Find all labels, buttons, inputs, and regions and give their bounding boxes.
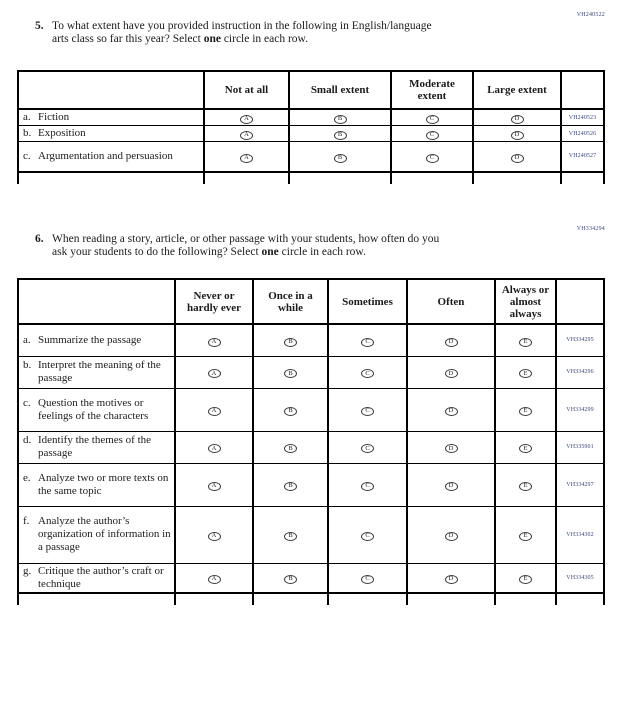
answer-cell — [253, 324, 328, 356]
answer-circle-c[interactable]: C — [426, 115, 439, 124]
row-letter: g. — [23, 564, 32, 577]
answer-cell — [407, 506, 495, 563]
row-label — [18, 142, 204, 172]
border-stub — [473, 172, 561, 184]
row-code: VH334296 — [556, 356, 604, 388]
answer-circle-e[interactable]: E — [519, 532, 532, 541]
header-blank-cell — [18, 279, 175, 324]
row-letter: a. — [23, 333, 31, 346]
answer-cell — [391, 126, 473, 142]
row-letter: c. — [23, 149, 31, 162]
answer-cell — [253, 388, 328, 431]
answer-circle-d[interactable]: D — [511, 131, 524, 140]
answer-circle-a[interactable]: A — [208, 407, 221, 416]
answer-circle-e[interactable]: E — [519, 369, 532, 378]
answer-circle-c[interactable]: C — [426, 154, 439, 163]
answer-circle-a[interactable]: A — [208, 575, 221, 584]
answer-cell — [175, 431, 253, 463]
border-stub — [204, 172, 289, 184]
answer-cell — [407, 563, 495, 593]
row-label — [18, 109, 204, 126]
table-row — [18, 324, 604, 356]
row-letter: c. — [23, 396, 31, 409]
answer-cell — [391, 142, 473, 172]
answer-cell — [328, 563, 407, 593]
row-label-text: Critique the author’s craft or technique — [38, 564, 164, 590]
answer-cell — [253, 356, 328, 388]
question-6-line1: When reading a story, article, or other passage with your students, how often do you — [52, 233, 440, 245]
question-6-code: VH334294 — [576, 226, 605, 232]
answer-cell — [407, 463, 495, 506]
answer-circle-c[interactable]: C — [361, 338, 374, 347]
answer-cell — [175, 388, 253, 431]
answer-cell — [204, 142, 289, 172]
row-label-text: Identify the themes of the passage — [38, 434, 152, 459]
answer-cell — [495, 356, 556, 388]
column-header: Once in a while — [253, 279, 328, 324]
border-stub — [18, 593, 175, 605]
row-letter: a. — [23, 111, 31, 123]
answer-cell — [253, 563, 328, 593]
row-code: VH334299 — [556, 388, 604, 431]
answer-cell — [289, 142, 391, 172]
question-5-line2-end: circle in each row. — [220, 33, 308, 45]
answer-circle-b[interactable]: B — [284, 338, 297, 347]
column-header: Small extent — [289, 71, 391, 109]
row-label-text: Fiction — [38, 111, 70, 123]
question-6-line2-end: circle in each row. — [278, 246, 366, 258]
border-stub — [391, 172, 473, 184]
question-6-text — [35, 233, 597, 259]
table-row — [18, 109, 604, 126]
answer-circle-b[interactable]: B — [334, 154, 347, 163]
row-letter: d. — [23, 434, 32, 446]
question-6-bold-word: one — [261, 246, 279, 258]
answer-circle-a[interactable]: A — [240, 115, 253, 124]
answer-cell — [391, 109, 473, 126]
answer-circle-b[interactable]: B — [284, 532, 297, 541]
answer-cell — [473, 142, 561, 172]
table-row — [18, 142, 604, 172]
row-code: VH334302 — [556, 506, 604, 563]
question-5-table — [17, 70, 605, 184]
answer-circle-d[interactable]: D — [445, 407, 458, 416]
answer-circle-e[interactable]: E — [519, 338, 532, 347]
row-letter: b. — [23, 359, 32, 371]
answer-circle-e[interactable]: E — [519, 407, 532, 416]
table-row — [18, 126, 604, 142]
answer-circle-b[interactable]: B — [334, 115, 347, 124]
column-header: Always or almost always — [495, 279, 556, 324]
answer-cell — [175, 506, 253, 563]
answer-circle-d[interactable]: D — [445, 482, 458, 491]
answer-circle-d[interactable]: D — [511, 115, 524, 124]
answer-cell — [175, 356, 253, 388]
answer-cell — [328, 324, 407, 356]
row-label-text: Analyze the author’s organization of information in a passage — [38, 515, 171, 553]
answer-circle-a[interactable]: A — [208, 338, 221, 347]
answer-cell — [253, 463, 328, 506]
answer-cell — [328, 388, 407, 431]
answer-cell — [204, 126, 289, 142]
answer-circle-b[interactable]: B — [334, 131, 347, 140]
answer-circle-b[interactable]: B — [284, 444, 297, 453]
row-letter: b. — [23, 127, 32, 139]
answer-cell — [473, 126, 561, 142]
row-label-text: Analyze two or more texts on the same topic — [38, 471, 169, 497]
column-header: Never or hardly ever — [175, 279, 253, 324]
table-bottom-stubs — [18, 593, 604, 605]
answer-circle-c[interactable]: C — [361, 444, 374, 453]
header-blank-cell — [18, 71, 204, 109]
border-stub — [556, 593, 604, 605]
answer-cell — [495, 324, 556, 356]
border-stub — [407, 593, 495, 605]
answer-cell — [495, 506, 556, 563]
question-5-number: 5. — [35, 20, 44, 32]
table-row — [18, 563, 604, 593]
answer-circle-e[interactable]: E — [519, 444, 532, 453]
table-row — [18, 506, 604, 563]
answer-cell — [407, 356, 495, 388]
header-code-cell — [561, 71, 604, 109]
answer-cell — [473, 109, 561, 126]
row-label — [18, 324, 175, 356]
row-code: VH334297 — [556, 463, 604, 506]
row-code: VH240526 — [561, 126, 604, 142]
answer-circle-d[interactable]: D — [511, 154, 524, 163]
answer-cell — [495, 463, 556, 506]
row-letter: f. — [23, 515, 30, 527]
answer-cell — [407, 431, 495, 463]
answer-circle-a[interactable]: A — [240, 154, 253, 163]
answer-circle-e[interactable]: E — [519, 482, 532, 491]
answer-cell — [175, 324, 253, 356]
column-header: Often — [407, 279, 495, 324]
answer-cell — [495, 563, 556, 593]
border-stub — [289, 172, 391, 184]
answer-cell — [289, 109, 391, 126]
question-5-line2: arts class so far this year? Select — [52, 33, 204, 45]
answer-cell — [204, 109, 289, 126]
answer-circle-c[interactable]: C — [426, 131, 439, 140]
answer-circle-d[interactable]: D — [445, 369, 458, 378]
answer-circle-d[interactable]: D — [445, 444, 458, 453]
border-stub — [495, 593, 556, 605]
row-label-text: Argumentation and persuasion — [38, 149, 173, 162]
answer-circle-c[interactable]: C — [361, 482, 374, 491]
answer-circle-e[interactable]: E — [519, 575, 532, 584]
answer-circle-b[interactable]: B — [284, 369, 297, 378]
answer-cell — [328, 356, 407, 388]
row-label-text: Summarize the passage — [38, 333, 142, 346]
answer-circle-d[interactable]: D — [445, 532, 458, 541]
answer-circle-c[interactable]: C — [361, 575, 374, 584]
answer-cell — [328, 463, 407, 506]
question-5-bold-word: one — [203, 33, 221, 45]
row-label — [18, 431, 175, 463]
row-code: VH240523 — [561, 109, 604, 126]
answer-circle-c[interactable]: C — [361, 532, 374, 541]
answer-circle-a[interactable]: A — [240, 131, 253, 140]
answer-cell — [407, 388, 495, 431]
border-stub — [253, 593, 328, 605]
row-code: VH334295 — [556, 324, 604, 356]
question-6-table — [17, 278, 605, 605]
column-header: Sometimes — [328, 279, 407, 324]
answer-cell — [253, 431, 328, 463]
answer-cell — [175, 563, 253, 593]
answer-circle-c[interactable]: C — [361, 407, 374, 416]
answer-cell — [289, 126, 391, 142]
row-label-text: Question the motives or feelings of the characters — [38, 396, 149, 422]
row-label — [18, 126, 204, 142]
question-5-code: VH240522 — [576, 12, 605, 18]
row-code: VH240527 — [561, 142, 604, 172]
answer-cell — [253, 506, 328, 563]
question-5-text — [35, 20, 597, 46]
table-row — [18, 463, 604, 506]
answer-cell — [495, 388, 556, 431]
row-label — [18, 563, 175, 593]
row-label — [18, 463, 175, 506]
row-label — [18, 506, 175, 563]
answer-circle-d[interactable]: D — [445, 575, 458, 584]
row-label — [18, 356, 175, 388]
answer-circle-b[interactable]: B — [284, 407, 297, 416]
answer-circle-d[interactable]: D — [445, 338, 458, 347]
table-row — [18, 431, 604, 463]
table-row — [18, 388, 604, 431]
column-header: Moderate extent — [391, 71, 473, 109]
row-label — [18, 388, 175, 431]
answer-circle-a[interactable]: A — [208, 369, 221, 378]
table-bottom-stubs — [18, 172, 604, 184]
border-stub — [18, 172, 204, 184]
column-header: Not at all — [204, 71, 289, 109]
column-header: Large extent — [473, 71, 561, 109]
answer-cell — [495, 431, 556, 463]
row-label-text: Exposition — [38, 127, 86, 139]
answer-circle-a[interactable]: A — [208, 444, 221, 453]
row-code: VH335901 — [556, 431, 604, 463]
answer-circle-a[interactable]: A — [208, 482, 221, 491]
table-row — [18, 356, 604, 388]
answer-circle-a[interactable]: A — [208, 532, 221, 541]
question-6-line2: ask your students to do the following? Select — [52, 246, 262, 258]
answer-cell — [407, 324, 495, 356]
question-5-line1: To what extent have you provided instruction in the following in English/language — [52, 20, 432, 32]
row-code: VH334305 — [556, 563, 604, 593]
row-label-text: Interpret the meaning of the passage — [38, 359, 161, 384]
answer-cell — [328, 506, 407, 563]
answer-circle-c[interactable]: C — [361, 369, 374, 378]
row-letter: e. — [23, 471, 31, 484]
border-stub — [175, 593, 253, 605]
answer-cell — [175, 463, 253, 506]
answer-circle-b[interactable]: B — [284, 482, 297, 491]
answer-cell — [328, 431, 407, 463]
border-stub — [561, 172, 604, 184]
answer-circle-b[interactable]: B — [284, 575, 297, 584]
header-code-cell — [556, 279, 604, 324]
border-stub — [328, 593, 407, 605]
question-6-number: 6. — [35, 233, 44, 245]
